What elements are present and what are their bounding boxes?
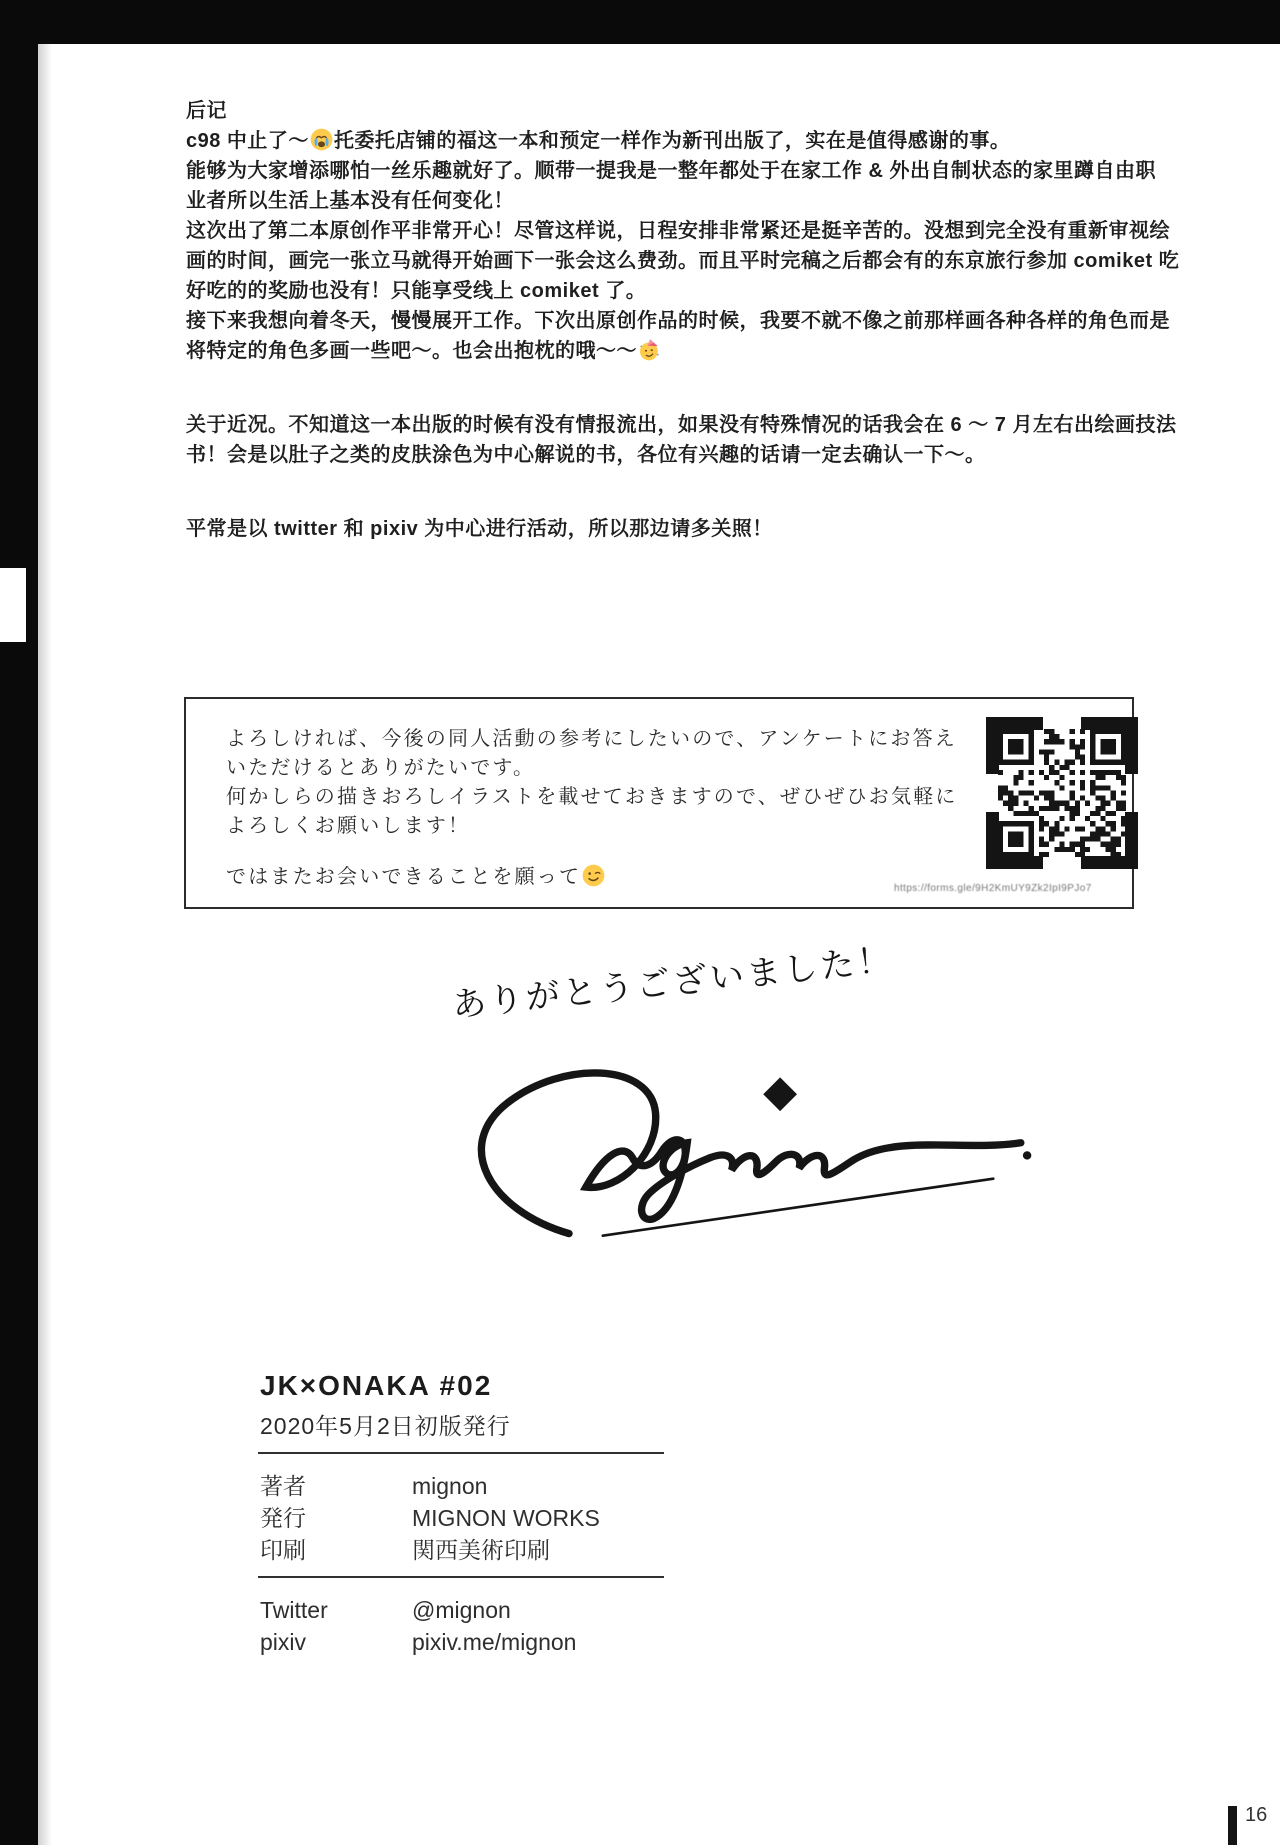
credit-label: 著者 bbox=[260, 1473, 306, 1499]
edition-date: 2020年5月2日初版発行 bbox=[260, 1413, 511, 1439]
survey-line: よろしくお願いします！ bbox=[226, 815, 471, 837]
divider-line bbox=[258, 1452, 664, 1454]
credit-row-author bbox=[260, 1470, 600, 1502]
afterword-line: c98 中止了～ 托委托店铺的福这一本和预定一样作为新刊出版了，实在是值得感谢的事。 bbox=[186, 130, 1011, 152]
twitter-handle: @mignon bbox=[412, 1597, 511, 1623]
book-title: JK×ONAKA #02 bbox=[260, 1370, 493, 1401]
credit-value: mignon bbox=[412, 1473, 488, 1499]
paragraph-gap bbox=[226, 841, 958, 863]
afterword-line: 画的时间，画完一张立马就得开始画下一张会这么费劲。而且平时完稿之后都会有的东京旅行参加 comiket 吃 bbox=[186, 250, 1180, 272]
qr-pattern bbox=[998, 729, 1126, 857]
paragraph-gap bbox=[186, 366, 1186, 410]
scan-left-shadow bbox=[38, 44, 52, 1845]
link-label: pixiv bbox=[260, 1629, 307, 1655]
crying-emoji-icon bbox=[310, 128, 333, 151]
survey-line: よろしければ、今後の同人活動の参考にしたいので、アンケートにお答え bbox=[226, 728, 957, 750]
link-label: Twitter bbox=[260, 1597, 328, 1623]
page-number: 16 bbox=[1245, 1804, 1268, 1826]
survey-box bbox=[184, 697, 1134, 909]
afterword-line: 平常是以 twitter 和 pixiv 为中心进行活动，所以那边请多关照！ bbox=[186, 518, 773, 540]
colophon-credits bbox=[260, 1470, 600, 1566]
afterword-heading: 后记 bbox=[186, 100, 227, 122]
credit-row-printer bbox=[260, 1534, 600, 1566]
scan-border-notch bbox=[0, 568, 26, 642]
credit-label: 発行 bbox=[260, 1505, 306, 1531]
signature-diamond-dot bbox=[763, 1077, 797, 1111]
paragraph-gap bbox=[186, 470, 1186, 514]
wink-emoji-icon bbox=[582, 864, 605, 887]
credit-value: MIGNON WORKS bbox=[412, 1505, 600, 1531]
credit-row-publisher bbox=[260, 1502, 600, 1534]
link-row-pixiv bbox=[260, 1626, 576, 1658]
afterword-line: 能够为大家增添哪怕一丝乐趣就好了。顺带一提我是一整年都处于在家工作 & 外出自制状态的家里蹲自由职 bbox=[186, 160, 1157, 182]
afterword-line: 关于近况。不知道这一本出版的时候有没有情报流出，如果没有特殊情况的话我会在 6 ～ 7 月左右出绘画技法 bbox=[186, 414, 1177, 436]
link-row-twitter bbox=[260, 1594, 576, 1626]
credit-label: 印刷 bbox=[260, 1537, 306, 1563]
handwritten-thanks: ありがとうございました！ bbox=[450, 940, 896, 1025]
afterword-text-block bbox=[186, 96, 1186, 544]
party-emoji-icon bbox=[638, 338, 661, 361]
afterword-line: 将特定的角色多画一些吧～。也会出抱枕的哦～～ bbox=[186, 336, 1186, 366]
afterword-line: 好吃的的奖励也没有！只能享受线上 comiket 了。 bbox=[186, 280, 647, 302]
page-number-tick bbox=[1228, 1806, 1237, 1845]
survey-text-block bbox=[226, 725, 958, 892]
survey-line: ではまたお会いできることを願って bbox=[226, 863, 958, 892]
colophon-links bbox=[260, 1594, 576, 1658]
afterword-line: 书！会是以肚子之类的皮肤涂色为中心解说的书，各位有兴趣的话请一定去确认一下～。 bbox=[186, 444, 986, 466]
afterword-line: 接下来我想向着冬天，慢慢展开工作。下次出原创作品的时候，我要不就不像之前那样画各种各样的角色而是 bbox=[186, 310, 1170, 332]
survey-line: いただけるとありがたいです。 bbox=[226, 757, 536, 779]
divider-line bbox=[258, 1576, 664, 1578]
signature-mignon bbox=[430, 1052, 1050, 1242]
afterword-line: 这次出了第二本原创作平非常开心！尽管这样说，日程安排非常紧还是挺辛苦的。没想到完全没有重新审视绘 bbox=[186, 220, 1170, 242]
scan-border-top bbox=[0, 0, 1280, 44]
afterword-line: 业者所以生活上基本没有任何变化！ bbox=[186, 190, 514, 212]
scan-border-left bbox=[0, 0, 38, 1845]
survey-line: 何かしらの描きおろしイラストを載せておきますので、ぜひぜひお気軽に bbox=[226, 786, 958, 808]
credit-value: 関西美術印刷 bbox=[412, 1537, 550, 1563]
pixiv-url: pixiv.me/mignon bbox=[412, 1629, 577, 1655]
qr-url-text: https://forms.gle/9H2KmUY9Zk2IpI9PJo7 bbox=[894, 883, 1092, 894]
qr-code bbox=[986, 717, 1138, 869]
